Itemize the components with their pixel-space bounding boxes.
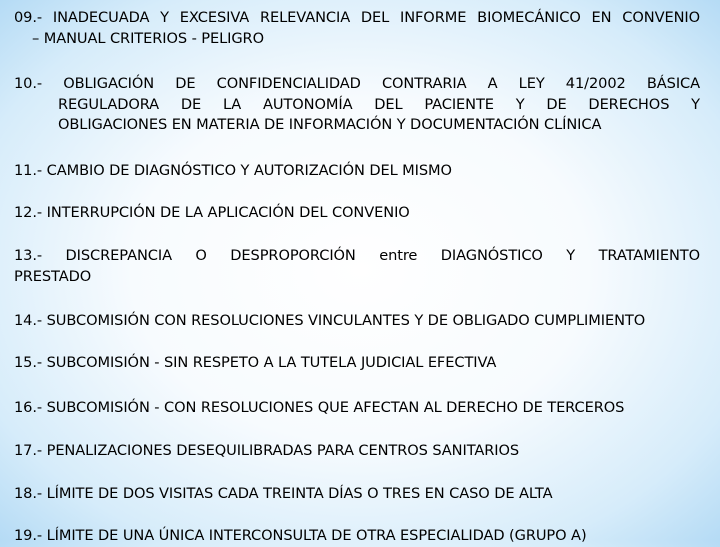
list-item-14-line-1: 14.- SUBCOMISIÓN CON RESOLUCIONES VINCULANTES Y DE OBLIGADO CUMPLIMIENTO <box>14 312 646 329</box>
list-item-10 <box>14 74 700 136</box>
list-item-18-line-1: 18.- LÍMITE DE DOS VISITAS CADA TREINTA DÍAS O TRES EN CASO DE ALTA <box>14 485 553 502</box>
list-item-16 <box>14 398 700 419</box>
list-item-13 <box>14 246 700 287</box>
list-item-09 <box>14 8 700 49</box>
list-item-10-line-1: 10.- OBLIGACIÓN DE CONFIDENCIALIDAD CONTRARIA A LEY 41/2002 BÁSICA <box>14 75 700 92</box>
list-item-13-line-1: 13.- DISCREPANCIA O DESPROPORCIÓN entre DIAGNÓSTICO Y TRATAMIENTO <box>14 247 700 264</box>
list-item-09-line-2: – MANUAL CRITERIOS - PELIGRO <box>32 29 264 47</box>
list-item-09-line-1: 09.- INADECUADA Y EXCESIVA RELEVANCIA DEL INFORME BIOMECÁNICO EN CONVENIO <box>14 9 700 26</box>
list-item-16-line-1: 16.- SUBCOMISIÓN - CON RESOLUCIONES QUE AFECTAN AL DERECHO DE TERCEROS <box>14 399 625 416</box>
list-item-17-line-1: 17.- PENALIZACIONES DESEQUILIBRADAS PARA CENTROS SANITARIOS <box>14 442 520 459</box>
list-item-10-line-2: REGULADORA DE LA AUTONOMÍA DEL PACIENTE Y DE DERECHOS Y <box>58 95 700 113</box>
list-item-10-line-3: OBLIGACIONES EN MATERIA DE INFORMACIÓN Y DOCUMENTACIÓN CLÍNICA <box>58 116 602 134</box>
list-item-13-line-2: PRESTADO <box>14 267 92 285</box>
list-item-12 <box>14 203 700 224</box>
list-item-11 <box>14 161 700 182</box>
list-item-18 <box>14 484 700 505</box>
list-item-17 <box>14 441 700 462</box>
list-item-14 <box>14 311 700 332</box>
list-item-11-line-1: 11.- CAMBIO DE DIAGNÓSTICO Y AUTORIZACIÓN DEL MISMO <box>14 162 452 179</box>
list-item-19-line-1: 19.- LÍMITE DE UNA ÚNICA INTERCONSULTA DE OTRA ESPECIALIDAD (GRUPO A) <box>14 527 587 544</box>
list-item-12-line-1: 12.- INTERRUPCIÓN DE LA APLICACIÓN DEL CONVENIO <box>14 204 410 221</box>
list-item-19 <box>14 526 700 547</box>
list-item-15 <box>14 353 700 374</box>
list-item-15-line-1: 15.- SUBCOMISIÓN - SIN RESPETO A LA TUTELA JUDICIAL EFECTIVA <box>14 354 497 371</box>
